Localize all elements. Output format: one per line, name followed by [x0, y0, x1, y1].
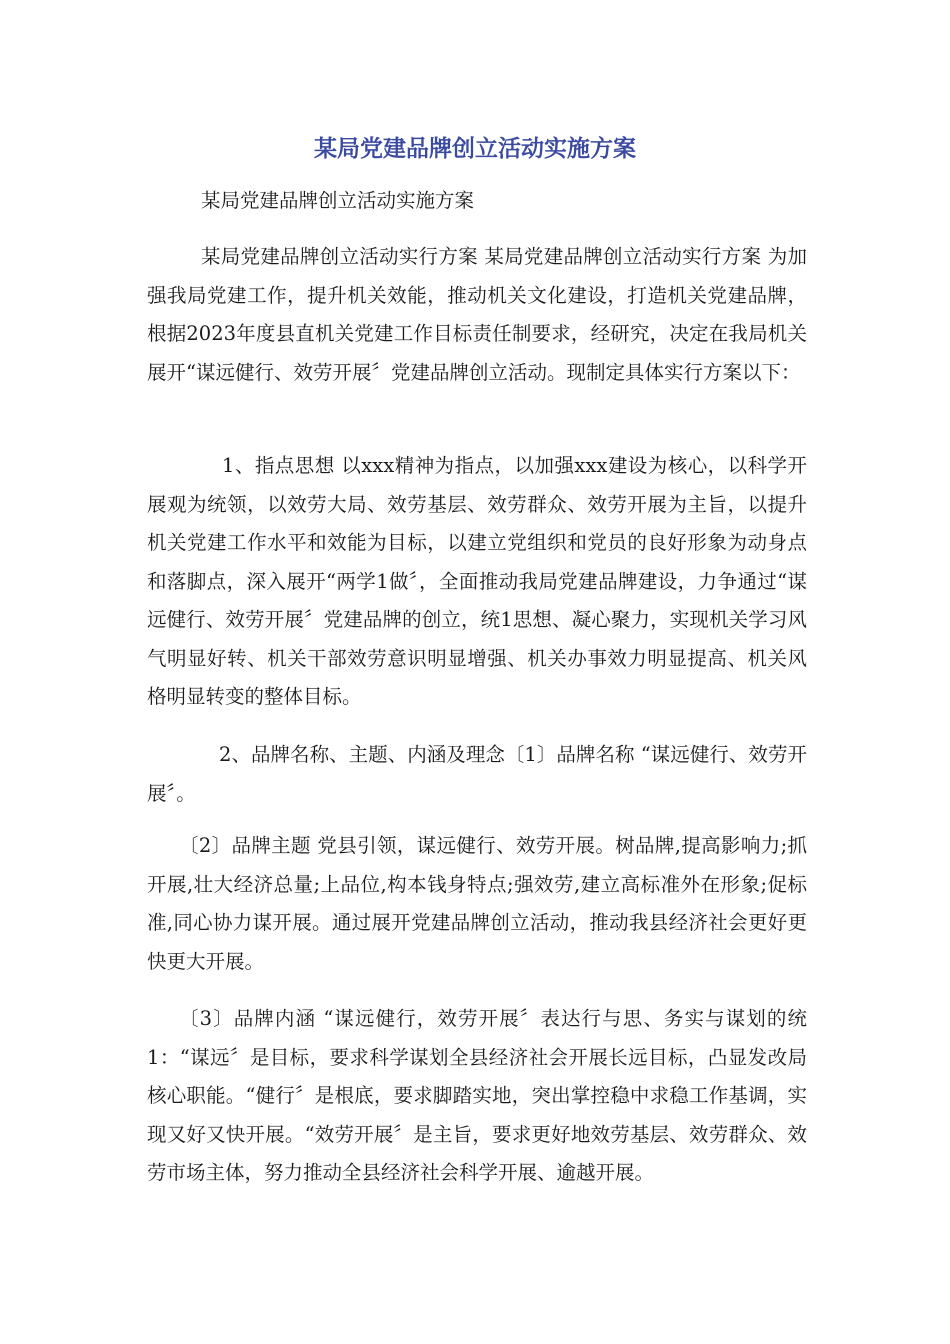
- document-title: 某局党建品牌创立活动实施方案: [314, 136, 636, 162]
- guiding-thought-paragraph: 1、指点思想 以xxx精神为指点，以加强xxx建设为核心，以科学开展观为统领，以效劳大局、效劳基层、效劳群众、效劳开展为主旨，以提升机关党建工作水平和效能为目标，以建立党组织和党员的良好形象为动身点和落脚点，深入展开“两学1做〞，全面推动我局党建品牌建设，力争通过“谋远健行、效劳开展〞党建品牌的创立，统1思想、凝心聚力，实现机关学习风气明显好转、机关干部效劳意识明显增强、机关办事效力明显提高、机关风格明显转变的整体目标。: [147, 454, 807, 708]
- brand-connotation-paragraph: 〔3〕品牌内涵 “谋远健行，效劳开展〞表达行与思、务实与谋划的统1：“谋远〞是目标，要求科学谋划全县经济社会开展长远目标，凸显发改局核心职能。“健行〞是根底，要求脚踏实地，突出掌控稳中求稳工作基调，实现又好又快开展。“效劳开展〞是主旨，要求更好地效劳基层、效劳群众、效劳市场主体，努力推动全县经济社会科学开展、逾越开展。: [147, 1007, 807, 1184]
- brand-theme-paragraph: 〔2〕品牌主题 党县引领，谋远健行、效劳开展。树品牌,提高影响力;抓开展,壮大经济总量;上品位,构本钱身特点;强效劳,建立高标准外在形象;促标准,同心协力谋开展。通过展开党建品牌创立活动，推动我县经济社会更好更快更大开展。: [147, 834, 807, 973]
- document-subtitle: 某局党建品牌创立活动实施方案: [201, 189, 475, 212]
- brand-name-paragraph: 2、品牌名称、主题、内涵及理念〔1〕品牌名称 “谋远健行、效劳开展〞。: [147, 743, 807, 805]
- intro-paragraph: 某局党建品牌创立活动实行方案 某局党建品牌创立活动实行方案 为加强我局党建工作，提升机关效能，推动机关文化建设，打造机关党建品牌，根据2023年度县直机关党建工作目标责任制要求，经研究，决定在我局机关展开“谋远健行、效劳开展〞党建品牌创立活动。现制定具体实行方案以下：: [147, 245, 807, 384]
